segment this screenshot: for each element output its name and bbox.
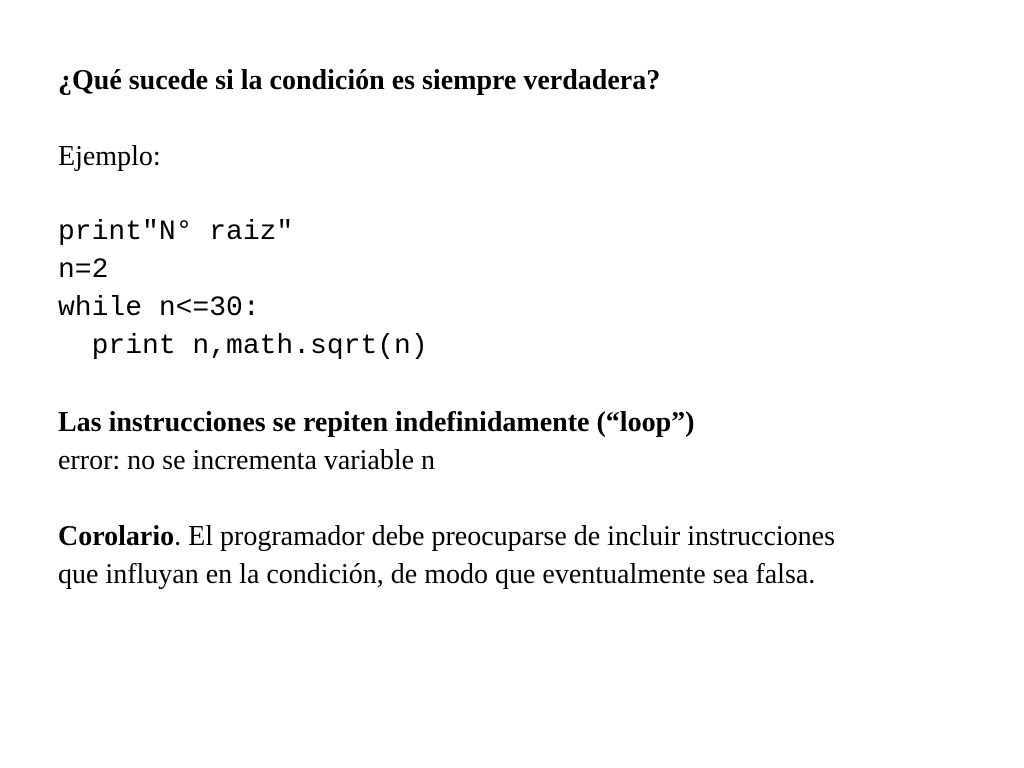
corollary-label: Corolario	[58, 521, 175, 552]
code-line: print"N° raiz"	[58, 217, 294, 248]
example-label: Ejemplo:	[58, 141, 161, 172]
loop-statement: Las instrucciones se repiten indefinidamente (“loop”)	[58, 407, 695, 438]
slide-title: ¿Qué sucede si la condición es siempre verdadera?	[58, 65, 661, 96]
code-line: n=2	[58, 255, 109, 286]
code-line: print n,math.sqrt(n)	[58, 331, 428, 362]
corollary-line-2: que influyan en la condición, de modo que eventualmente sea falsa.	[58, 559, 816, 590]
corollary-text: . El programador debe preocuparse de incluir instrucciones	[174, 521, 835, 552]
error-text: error: no se incrementa variable n	[58, 445, 436, 476]
corollary-line-1	[58, 518, 835, 556]
code-line: while n<=30:	[58, 293, 260, 324]
